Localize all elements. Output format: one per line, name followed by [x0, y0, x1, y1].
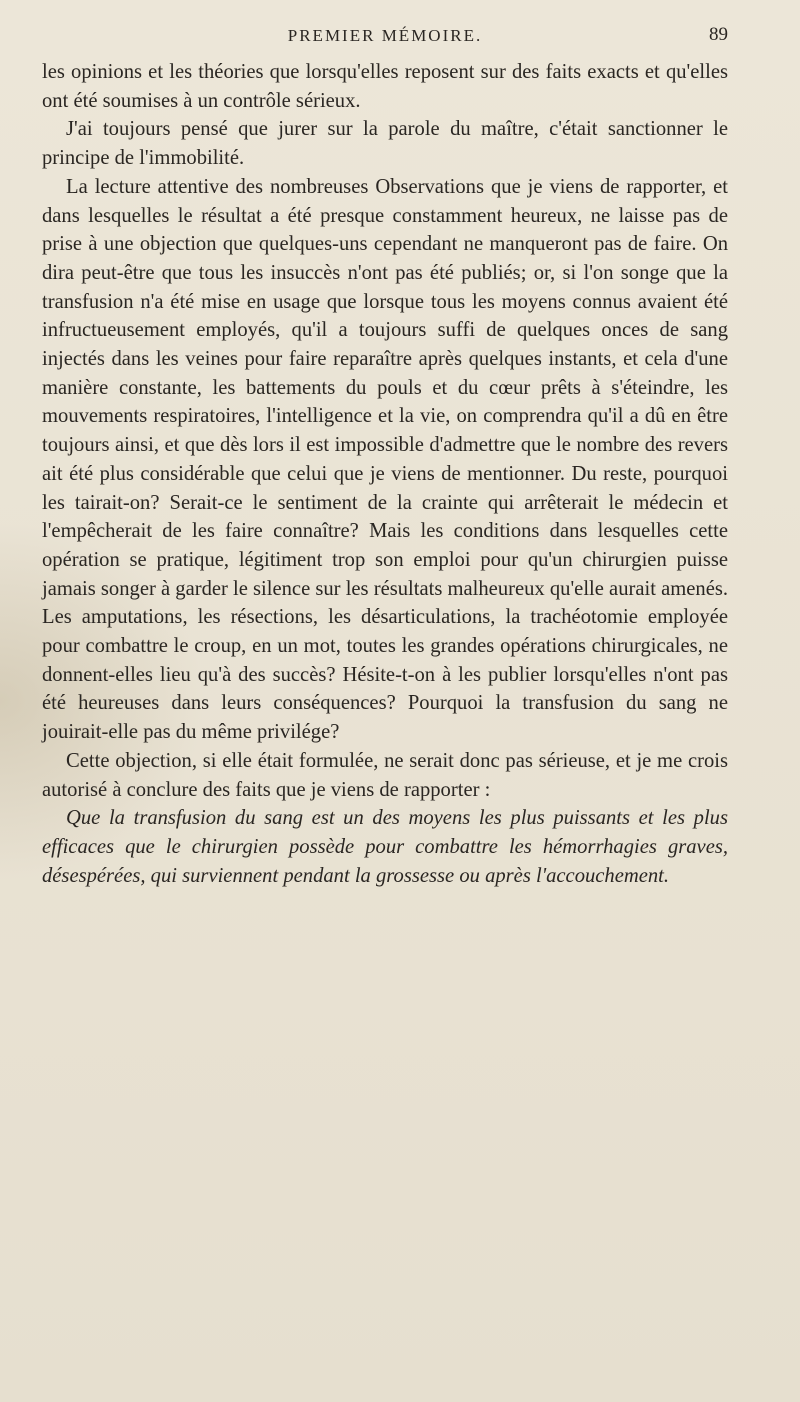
- running-head: [42, 22, 728, 52]
- paragraph-principle: J'ai toujours pensé que jurer sur la parole du maître, c'était sanctionner le principe de l'immobilité.: [42, 118, 728, 170]
- page-number: 89: [709, 24, 728, 45]
- running-title: PREMIER MÉMOIRE.: [287, 26, 483, 45]
- body-text: [42, 58, 728, 890]
- paragraph-objection: La lecture attentive des nombreuses Observations que je viens de rapporter, et dans lesquelles le résultat a été presque constamment heureux, ne laisse pas de prise à une objection que quelques-uns cependant ne manqueront pas de faire. On dira peut-être que tous les insuccès n'ont pas été publiés; or, si l'on songe que la transfusion n'a été mise en usage que lorsque tous les moyens connus avaient été infructueusement employés, qu'il a toujours suffi de quelques onces de sang injectés dans les veines pour faire reparaître après quelques instants, et cela d'une manière constante, les battements du pouls et du cœur prêts à s'éteindre, les mouvements respiratoires, l'intelligence et la vie, on comprendra qu'il a dû en être toujours ainsi, et que dès lors il est impossible d'admettre que le nombre des revers ait été plus considérable que celui que je viens de mentionner. Du reste, pourquoi les tairait-on? Serait-ce le sentiment de la crainte qui arrêterait le médecin et l'empêcherait de les faire connaître? Mais les conditions dans lesquelles cette opération se pratique, légitiment trop son emploi pour qu'un chirurgien puisse jamais songer à garder le silence sur les résultats malheureux qu'elle aurait amenés. Les amputations, les résections, les désarticulations, la trachéotomie employée pour combattre le croup, en un mot, toutes les grandes opérations chirurgicales, ne donnent-elles lieu qu'à des succès? Hésite-t-on à les publier lorsqu'elles n'ont pas été heureuses dans leurs conséquences? Pourquoi la transfusion du sang ne jouirait-elle pas du même privilége?: [42, 175, 728, 744]
- paragraph-conclusion: Que la transfusion du sang est un des moyens les plus puissants et les plus efficaces que le chirurgien possède pour combattre les hémorrhagies graves, désespérées, qui surviennent pendant la grossesse ou après l'accouchement.: [42, 807, 728, 887]
- paragraph-continued: les opinions et les théories que lorsqu'elles reposent sur des faits exacts et qu'elles ont été soumises à un contrôle sérieux.: [42, 61, 728, 112]
- paragraph-rebuttal: Cette objection, si elle était formulée, ne serait donc pas sérieuse, et je me crois autorisé à conclure des faits que je viens de rapporter :: [42, 749, 728, 801]
